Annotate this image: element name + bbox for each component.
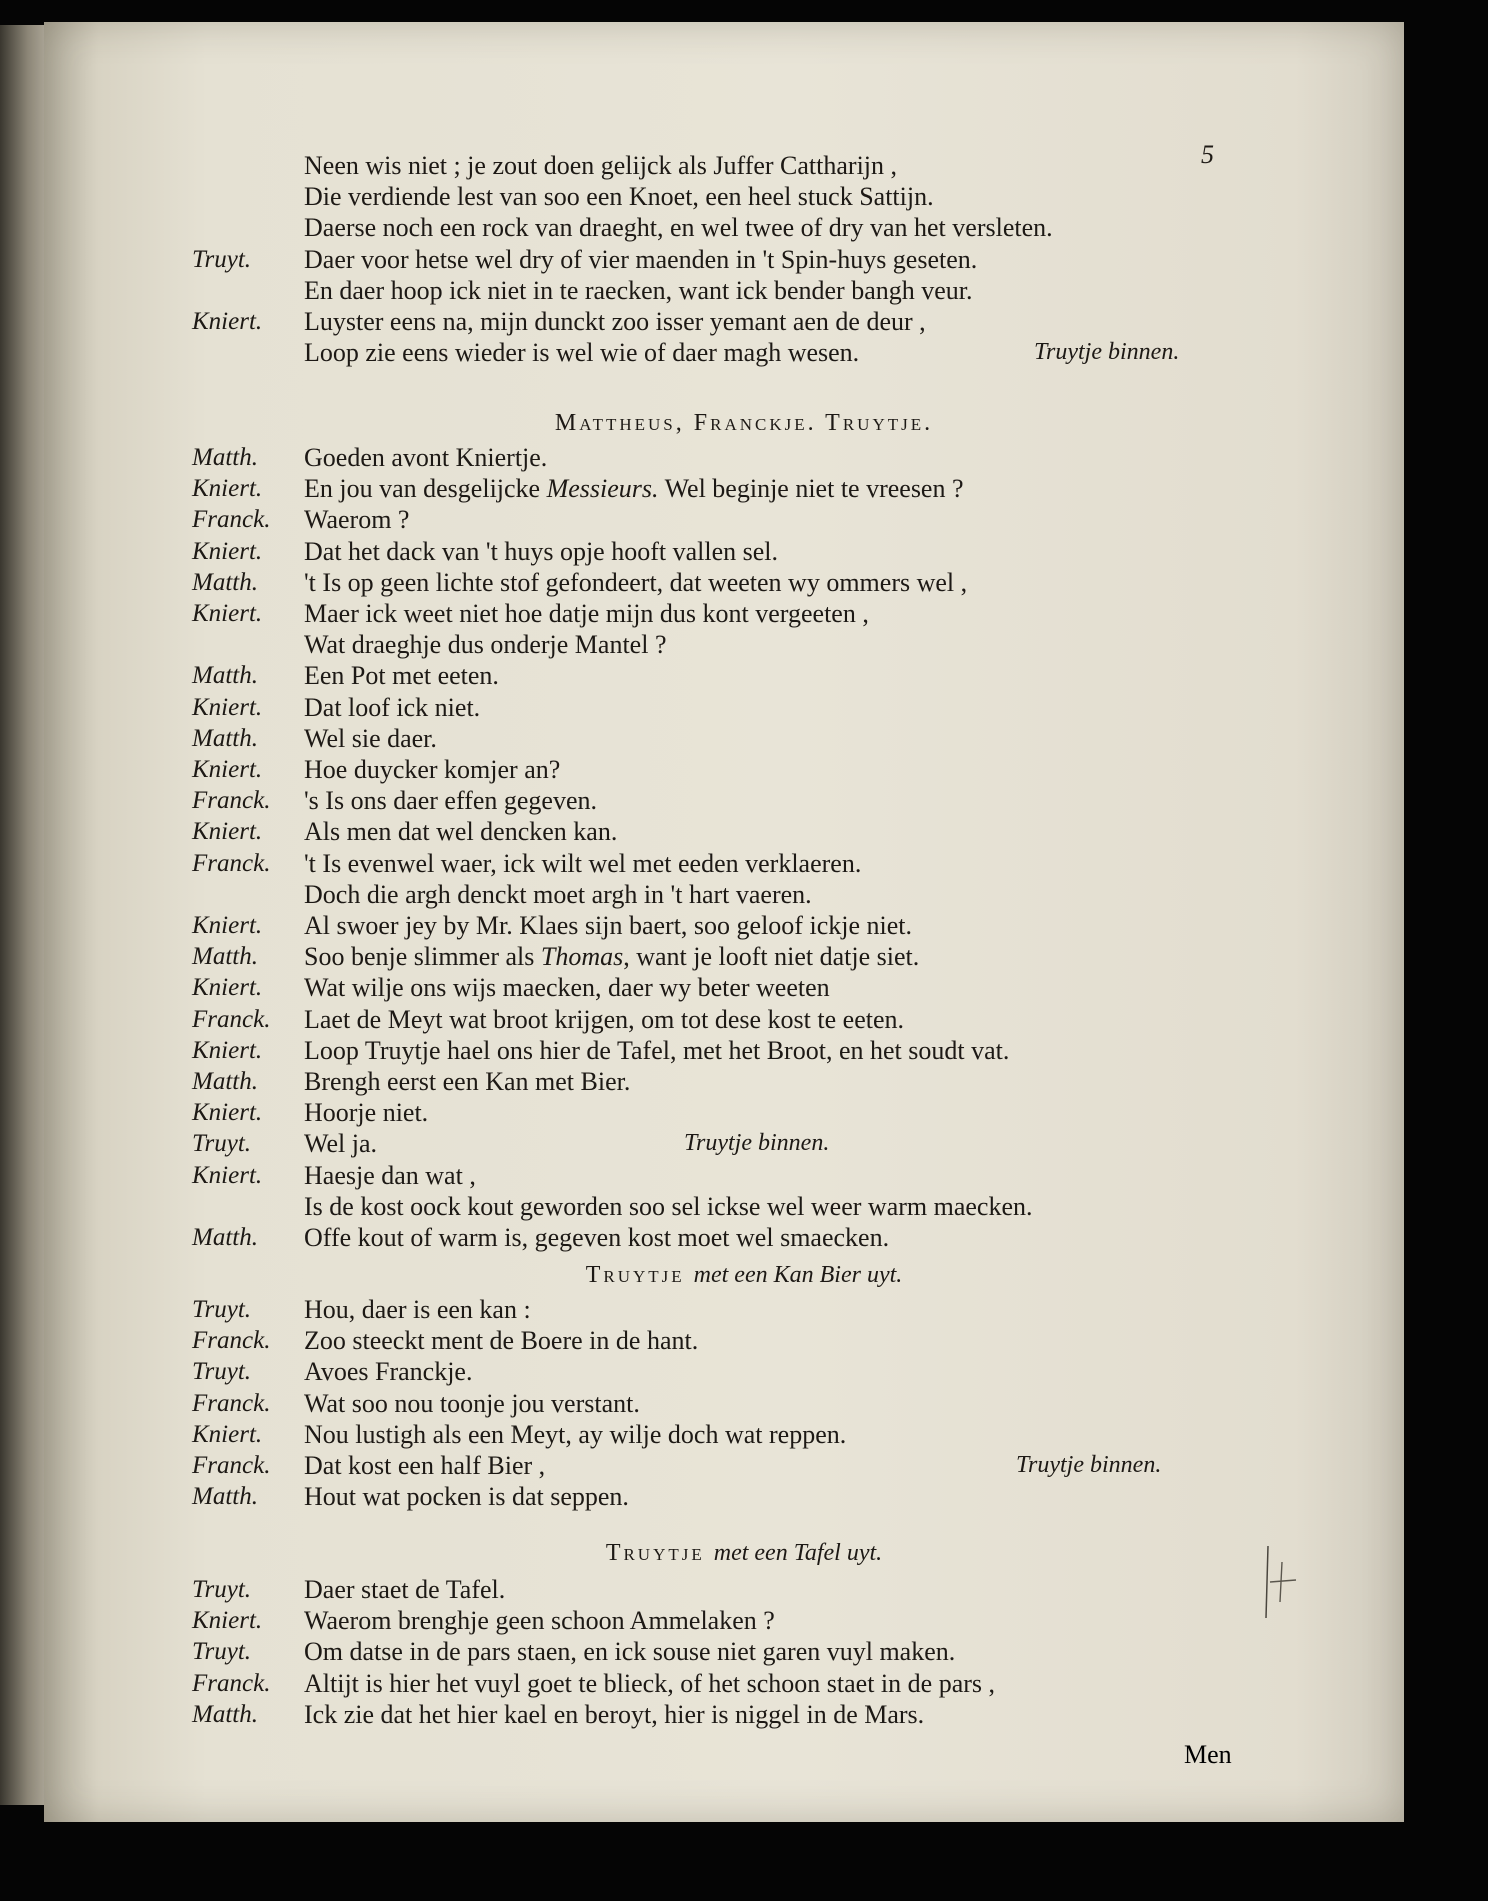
line-text (304, 1004, 904, 1035)
line-text (304, 910, 912, 941)
speaker-label: Truyt. (192, 1296, 252, 1323)
line-text (304, 1325, 698, 1356)
line-text-part: Haesje dan wat , (304, 1160, 476, 1190)
line-text-part: Dat loof ick niet. (304, 692, 481, 722)
speaker-label: Franck. (192, 506, 271, 534)
line-text-part: Al swoer jey by Mr. Klaes sijn baert, soo geloof ickje niet. (304, 911, 912, 940)
line-text (304, 1605, 775, 1636)
speaker-label: Franck. (192, 849, 271, 877)
line-text-part: Dat kost een half Bier , (304, 1451, 546, 1480)
line-text-part: Luyster eens na, mijn dunckt zoo isser yemant aen de deur , (304, 307, 926, 336)
line-text-part: Waerom brenghje geen schoon Ammelaken ? (304, 1606, 775, 1636)
line-text (304, 1481, 629, 1512)
line-text-part: Die verdiende lest van soo een Knoet, een heel stuck Sattijn. (304, 182, 934, 212)
speaker-label: Kniert. (192, 1099, 263, 1127)
line-text (304, 1636, 955, 1667)
line-text (304, 879, 812, 910)
line-text (304, 660, 499, 691)
speaker-label: Matth. (192, 1068, 258, 1095)
line-text (304, 1450, 545, 1481)
speaker-label: Matth. (192, 444, 258, 471)
line-text-part: Offe kout of warm is, gegeven kost moet wel smaecken. (304, 1223, 890, 1252)
line-text (304, 1699, 924, 1730)
line-text-part: Hou, daer is een kan : (304, 1295, 531, 1324)
line-text (304, 1574, 505, 1605)
speaker-label: Kniert. (192, 693, 263, 721)
line-text-part: Doch die argh denckt moet argh in 't hart vaeren. (304, 879, 812, 909)
line-text (304, 1222, 889, 1253)
line-text (304, 536, 778, 567)
speaker-label: Kniert. (192, 1420, 263, 1448)
line-text-part: Altijt is hier het vuyl goet te blieck, of het schoon staet in de pars , (304, 1668, 996, 1698)
line-text-part: Maer ick weet niet hoe datje mijn dus kont vergeeten , (304, 599, 869, 628)
line-text-part: En daer hoop ick niet in te raecken, want ick bender bangh veur. (304, 275, 973, 305)
line-text (304, 1356, 472, 1387)
line-text-part: Loop zie eens wieder is wel wie of daer magh wesen. (304, 338, 860, 368)
line-text (304, 1128, 377, 1159)
line-text-part: 't Is op geen lichte stof gefondeert, dat weeten wy ommers wel , (304, 567, 968, 597)
speaker-label: Franck. (192, 1005, 271, 1033)
line-text-part: Wel beginje niet te vreesen ? (658, 474, 964, 504)
speaker-label: Truyt. (192, 1130, 252, 1158)
line-text-part: Hoorje niet. (304, 1098, 429, 1128)
line-text-part: En jou van desgelijcke (304, 474, 547, 504)
line-text-part: Om datse in de pars staen, en ick souse niet garen vuyl maken. (304, 1637, 956, 1667)
speaker-label: Franck. (192, 1452, 271, 1479)
line-text (304, 244, 977, 275)
line-text (304, 972, 830, 1003)
line-text-part: Neen wis niet ; je zout doen gelijck als Juffer Cattharijn , (304, 151, 898, 180)
speaker-label: Truyt. (192, 1358, 252, 1386)
speaker-label: Matth. (192, 724, 258, 752)
line-text-part: Laet de Meyt wat broot krijgen, om tot dese kost te eeten. (304, 1004, 904, 1034)
line-text-part: Wat soo nou toonje jou verstant. (304, 1388, 640, 1418)
line-text-part: Een Pot met eeten. (304, 661, 499, 691)
speaker-label: Truyt. (192, 245, 252, 273)
scene-heading (44, 1262, 1444, 1289)
scene-heading: Mattheus, Franckje. Truytje. (554, 410, 934, 436)
line-text-part: Ick zie dat het hier kael en beroyt, hier is niggel in de Mars. (304, 1699, 925, 1729)
line-text (304, 1668, 995, 1699)
line-text-part: Is de kost oock kout geworden soo sel ickse wel weer warm maecken. (304, 1191, 1033, 1221)
speaker-label: Matth. (192, 662, 258, 690)
page-text (44, 22, 1404, 1822)
speaker-label: Franck. (192, 1669, 271, 1697)
speaker-label: Matth. (192, 568, 258, 596)
stage-direction: Truytje binnen. (1016, 1452, 1162, 1478)
line-text (304, 1066, 630, 1097)
line-text (304, 306, 926, 337)
heading-direction: met een Tafel uyt. (713, 1540, 883, 1566)
line-text-part: Nou lustigh als een Meyt, ay wilje doch wat reppen. (304, 1419, 847, 1449)
catchword: Men (1184, 1740, 1232, 1769)
line-text-part: Daer staet de Tafel. (304, 1575, 506, 1604)
line-text-part: 's Is ons daer effen gegeven. (304, 786, 597, 816)
speaker-label: Matth. (192, 1224, 258, 1251)
line-text-italic: Thomas (540, 942, 624, 972)
speaker-label: Matth. (192, 943, 258, 971)
line-text (304, 150, 897, 181)
stage-direction: Truytje binnen. (1034, 339, 1180, 366)
line-text-part: Waerom ? (304, 505, 410, 535)
line-text-part: Zoo steeckt ment de Boere in de hant. (304, 1326, 699, 1356)
speaker-label: Matth. (192, 1483, 258, 1511)
speaker-label: Kniert. (192, 1161, 263, 1189)
line-text (304, 1191, 1033, 1222)
line-text (304, 754, 560, 785)
line-text-part: Daer voor hetse wel dry of vier maenden in 't Spin-huys geseten. (304, 244, 978, 274)
line-text (304, 567, 967, 598)
speaker-label: Kniert. (192, 1607, 263, 1635)
line-text (304, 1160, 476, 1191)
line-text-part: Wat wilje ons wijs maecken, daer wy beter weeten (304, 973, 830, 1003)
pencil-mark-icon (1262, 1542, 1302, 1622)
line-text-part: Loop Truytje hael ons hier de Tafel, met het Broot, en het soudt vat. (304, 1035, 1010, 1065)
line-text-part: Dat het dack van 't huys opje hooft vallen sel. (304, 536, 779, 566)
speaker-label: Truyt. (192, 1576, 252, 1603)
heading-name: Truytje (585, 1262, 694, 1288)
heading-name: Truytje (605, 1540, 714, 1566)
speaker-label: Kniert. (192, 475, 263, 503)
line-text-part: Hoe duycker komjer an? (304, 755, 561, 784)
line-text (304, 442, 547, 473)
line-text (304, 848, 861, 879)
speaker-label: Kniert. (192, 308, 263, 335)
line-text (304, 785, 597, 816)
line-text (304, 1419, 846, 1450)
line-text-part: , want je looft niet datje siet. (623, 942, 920, 972)
speaker-label: Franck. (192, 1389, 271, 1417)
book-page (44, 22, 1404, 1822)
line-text (304, 598, 869, 629)
speaker-label: Kniert. (192, 756, 263, 783)
line-text-part: Hout wat pocken is dat seppen. (304, 1482, 629, 1512)
line-text (304, 692, 480, 723)
speaker-label: Truyt. (192, 1638, 252, 1666)
page-number: 5 (1201, 140, 1214, 169)
speaker-label: Kniert. (192, 600, 263, 627)
heading-direction: met een Kan Bier uyt. (693, 1262, 903, 1288)
line-text-part: Daerse noch een rock van draeght, en wel twee of dry van het versleten. (304, 213, 1053, 243)
line-text (304, 212, 1053, 243)
scene-heading (44, 1540, 1444, 1567)
line-text (304, 1097, 428, 1128)
speaker-label: Matth. (192, 1700, 258, 1728)
line-text (304, 473, 964, 504)
line-text (304, 941, 919, 972)
line-text-part: Goeden avont Kniertje. (304, 443, 548, 472)
speaker-label: Kniert. (192, 818, 263, 846)
speaker-label: Franck. (192, 1327, 271, 1355)
line-text (304, 1294, 531, 1325)
line-text-part: Als men dat wel dencken kan. (304, 817, 618, 847)
line-text (304, 629, 667, 660)
speaker-label: Kniert. (192, 1036, 263, 1064)
line-text-part: 't Is evenwel waer, ick wilt wel met eeden verklaeren. (304, 848, 862, 878)
line-text (304, 181, 934, 212)
line-text (304, 337, 859, 368)
speaker-label: Kniert. (192, 912, 263, 939)
line-text-part: Wel sie daer. (304, 723, 437, 753)
speaker-label: Kniert. (192, 974, 263, 1002)
line-text-italic: Messieurs. (546, 474, 659, 504)
speaker-label: Franck. (192, 787, 271, 815)
speaker-label: Kniert. (192, 537, 263, 565)
line-text (304, 1035, 1009, 1066)
line-text-part: Brengh eerst een Kan met Bier. (304, 1067, 631, 1096)
line-text (304, 504, 409, 535)
line-text (304, 723, 437, 754)
line-text (304, 816, 617, 847)
line-text-part: Wel ja. (304, 1129, 377, 1159)
stage-direction: Truytje binnen. (684, 1130, 830, 1157)
line-text (304, 1388, 640, 1419)
line-text-part: Avoes Franckje. (304, 1357, 473, 1387)
line-text-part: Soo benje slimmer als (304, 942, 541, 972)
line-text-part: Wat draeghje dus onderje Mantel ? (304, 630, 667, 660)
line-text (304, 275, 973, 306)
